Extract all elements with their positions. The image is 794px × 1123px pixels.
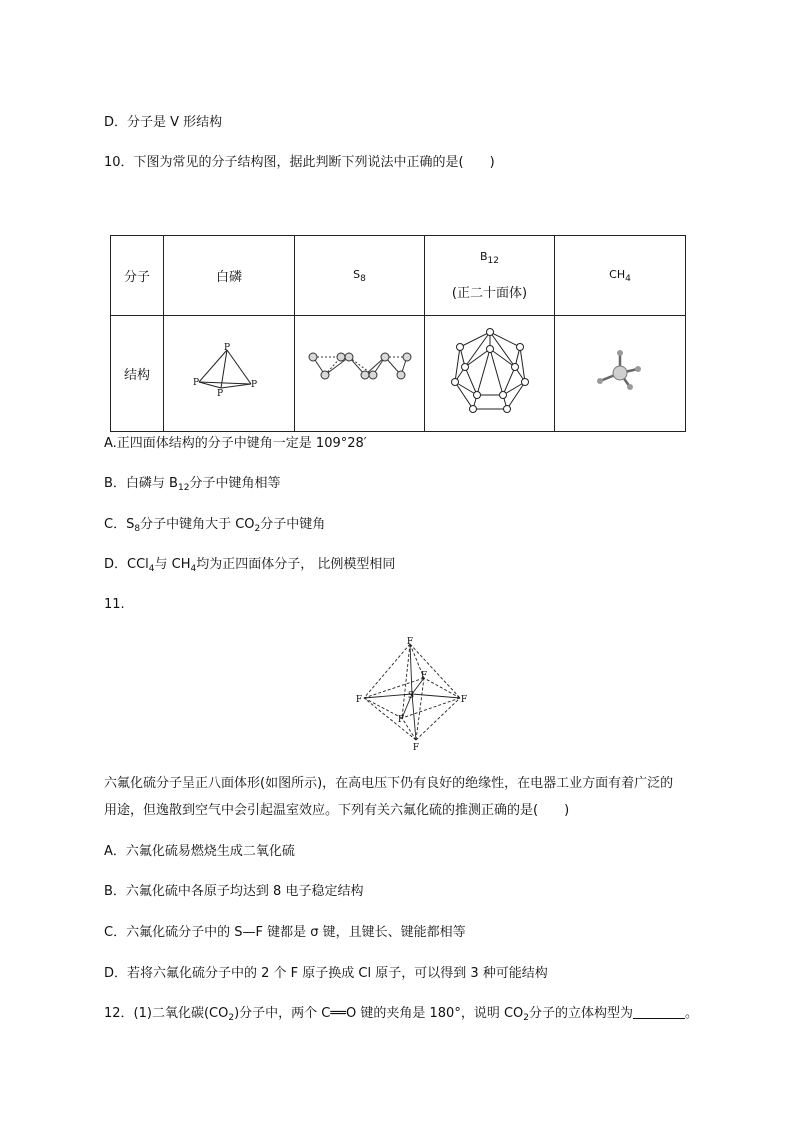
ch4-ball-stick-diagram [590,347,650,397]
cell-ch4-structure [555,316,686,432]
ch4-formula: CH [609,267,626,281]
table-row-structure [111,316,686,432]
b12-formula: B [480,250,488,263]
p-atom-right: P [250,379,258,390]
b12-subscript: 12 [487,256,499,266]
q11-stem-line1: 六氟化硫分子呈正八面体形(如图所示)，在高电压下仍有良好的绝缘性，在电器工业方面有着广泛的 [104,776,674,791]
q10-option-c: C．$S_8$分子中键角大于 $CO_2$分子中键角 [104,517,326,534]
q11-stem-line2: 用途，但逸散到空气中会引起温室效应。下列有关六氟化硫的推测正确的是( ) [104,803,570,818]
f-atom-top: F [406,637,414,647]
f-atom-front: F [397,715,405,725]
p-atom-top: P [223,342,231,353]
p-atom-bottom: P [216,388,224,399]
cell-white-phosphorus: 白磷 [164,236,295,316]
cell-ch4 [555,236,686,316]
q11-option-c: C．六氟化硫分子中的 S—F 键都是 σ 键，且键长、键能都相等 [104,925,466,940]
molecule-structure-table [110,235,686,432]
s8-crown-diagram [305,347,415,397]
p4-tetrahedron-diagram [189,342,269,402]
cell-s8 [295,236,425,316]
s-atom-center: S [407,691,415,701]
f-atom-bottom: F [412,743,420,753]
q11-number: 11. [104,597,125,612]
cell-p4-structure [164,316,295,432]
q11-option-b: B．六氟化硫中各原子均达到 8 电子稳定结构 [104,884,364,899]
p-atom-left: P [192,377,200,388]
f-atom-left: F [355,695,363,705]
cell-b12 [425,236,555,316]
q10-option-d: D．CCl$_4$与 $CH_4$均为正四面体分子， 比例模型相同 [104,557,396,574]
q10-stem: 10．下图为常见的分子结构图，据此判断下列说法中正确的是( ) [104,155,495,170]
q11-option-a: A．六氟化硫易燃烧生成二氧化硫 [104,844,295,859]
q10-option-b: B．白磷与 $B_{12}$分子中键角相等 [104,476,281,493]
q11-option-d: D．若将六氟化硫分子中的 2 个 F 原子换成 Cl 原子，可以得到 3 种可能结构 [104,966,548,981]
b12-icosahedron-diagram [445,327,535,417]
row-label-structure: 结构 [111,316,164,432]
b12-note: (正二十面体) [451,286,528,301]
ch4-subscript: 4 [625,273,631,284]
answer-blank[interactable] [633,1006,685,1019]
q12-part1: 12．(1)二氧化碳$(CO_2)$分子中，两个 C══O 键的夹角是 180°，说明 $CO_2$分子的立体构型为 。 [104,1006,699,1023]
cell-s8-structure [295,316,425,432]
s8-formula: S [353,267,361,281]
table-row-molecule [111,236,686,316]
f-atom-back: F [420,671,428,681]
q10-option-a: A.正四面体结构的分子中键角一定是 109°28′ [104,436,367,451]
f-atom-right: F [460,695,468,705]
cell-b12-structure [425,316,555,432]
row-label-molecule: 分子 [111,236,164,316]
sf6-octahedron-diagram [350,634,474,754]
s8-subscript: 8 [360,273,366,284]
q9-option-d: D．分子是 V 形结构 [104,115,223,130]
